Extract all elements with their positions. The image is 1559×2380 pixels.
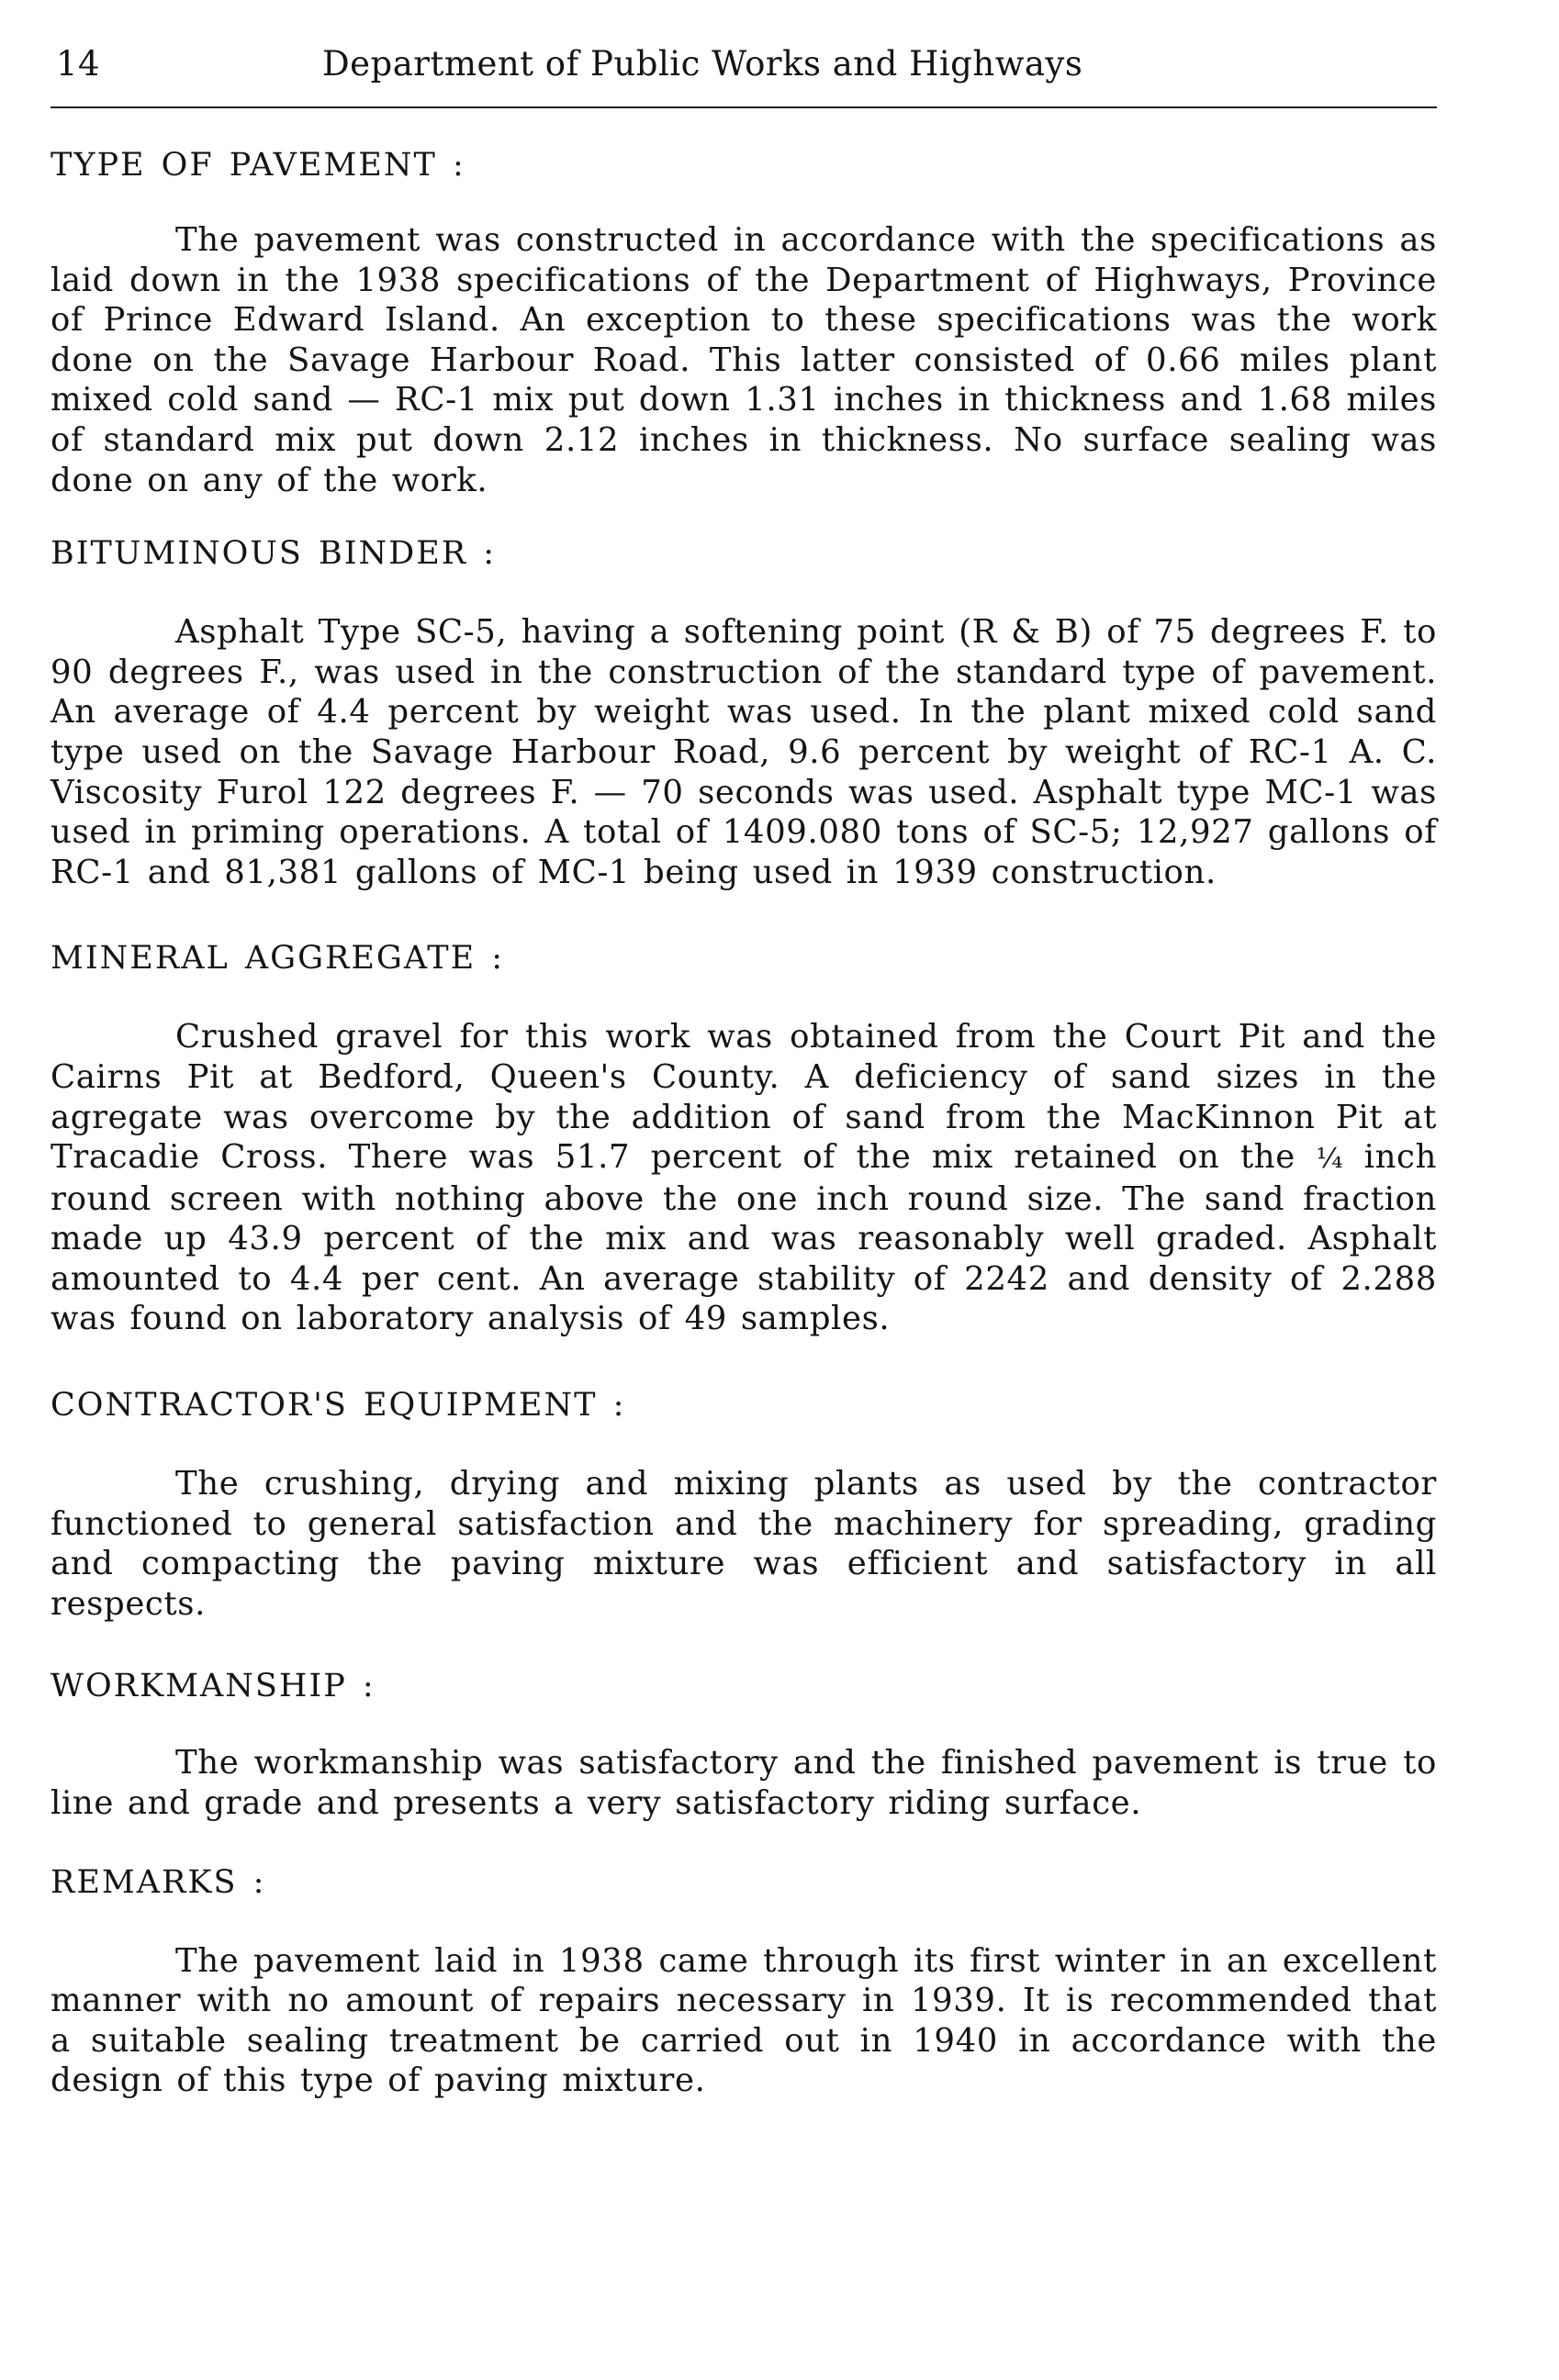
section-heading: CONTRACTOR'S EQUIPMENT : bbox=[50, 1387, 626, 1425]
section-workmanship bbox=[50, 1666, 1437, 1823]
section-mineral-aggregate bbox=[50, 938, 1437, 1339]
fraction-quarter: ¼ bbox=[1316, 1143, 1344, 1176]
running-title: Department of Public Works and Highways bbox=[322, 44, 1083, 84]
section-paragraph: Asphalt Type SC-5, having a softening point (R & B) of 75 degrees F. to 90 degrees F., was used in the construction of the standard type of pavement. An average of 4.4 percent by weight was used. In the plant mixed cold sand type used on the Savage Harbour Road, 9.6 percent by weight of RC-1 A. C. Viscosity Furol 122 degrees F. — 70 seconds was used. Asphalt type MC-1 was used in priming operations. A total of 1409.080 tons of SC-5; 12,927 gallons of RC-1 and 81,381 gallons of MC-1 being used in 1939 construction. bbox=[50, 613, 1437, 891]
section-paragraph: The pavement laid in 1938 came through its first winter in an excellent manner with no amount of repairs necessary in 1939. It is recommended that a suitable sealing treatment be carried out in 1940 in accordance with the design of this type of paving mixture. bbox=[50, 1941, 1437, 2100]
section-heading: REMARKS : bbox=[50, 1863, 266, 1901]
section-heading: WORKMANSHIP : bbox=[50, 1668, 376, 1705]
section-bituminous-binder bbox=[50, 533, 1437, 892]
section-paragraph: The crushing, drying and mixing plants as used by the contractor functioned to general satisfaction and the machinery for spreading, grading and compacting the paving mixture was efficient and satisfactory in all respects. bbox=[50, 1465, 1437, 1623]
section-remarks bbox=[50, 1862, 1437, 2101]
paragraph-text-after-fraction: inch round screen with nothing above the one inch round size. The sand fraction made up 43.9 percent of the mix and was reasonably well graded. Asphalt amounted to 4.4 per cent. An average stability of 2242 and density of 2.288 was found on laboratory analysis of 49 samples. bbox=[50, 1138, 1437, 1338]
section-contractors-equipment bbox=[50, 1385, 1437, 1624]
section-type-of-pavement bbox=[50, 145, 1437, 500]
section-heading: BITUMINOUS BINDER : bbox=[50, 535, 497, 573]
header-rule bbox=[50, 106, 1437, 108]
section-heading: MINERAL AGGREGATE : bbox=[50, 940, 505, 978]
paragraph-text-before-fraction: Crushed gravel for this work was obtained from the Court Pit and the Cairns Pit at Bedford, Queen's County. A deficiency of sand sizes in the agregate was overcome by the addition of sand from the MacKinnon Pit at Tracadie Cross. There was 51.7 percent of the mix retained on the bbox=[50, 1018, 1437, 1177]
section-paragraph: The pavement was constructed in accordance with the specifications as laid down in the 1938 specifications of the Department of Highways, Province of Prince Edward Island. An exception to these specifications was the work done on the Savage Harbour Road. This latter consisted of 0.66 miles plant mixed cold sand — RC-1 mix put down 1.31 inches in thickness and 1.68 miles of standard mix put down 2.12 inches in thickness. No surface sealing was done on any of the work. bbox=[50, 221, 1437, 499]
page-number: 14 bbox=[56, 44, 101, 84]
document-page bbox=[50, 44, 1437, 2101]
page-header bbox=[50, 44, 1437, 99]
section-paragraph bbox=[50, 1017, 1437, 1339]
section-paragraph: The workmanship was satisfactory and the finished pavement is true to line and grade and presents a very satisfactory riding surface. bbox=[50, 1744, 1437, 1823]
section-heading: TYPE OF PAVEMENT : bbox=[50, 147, 465, 184]
